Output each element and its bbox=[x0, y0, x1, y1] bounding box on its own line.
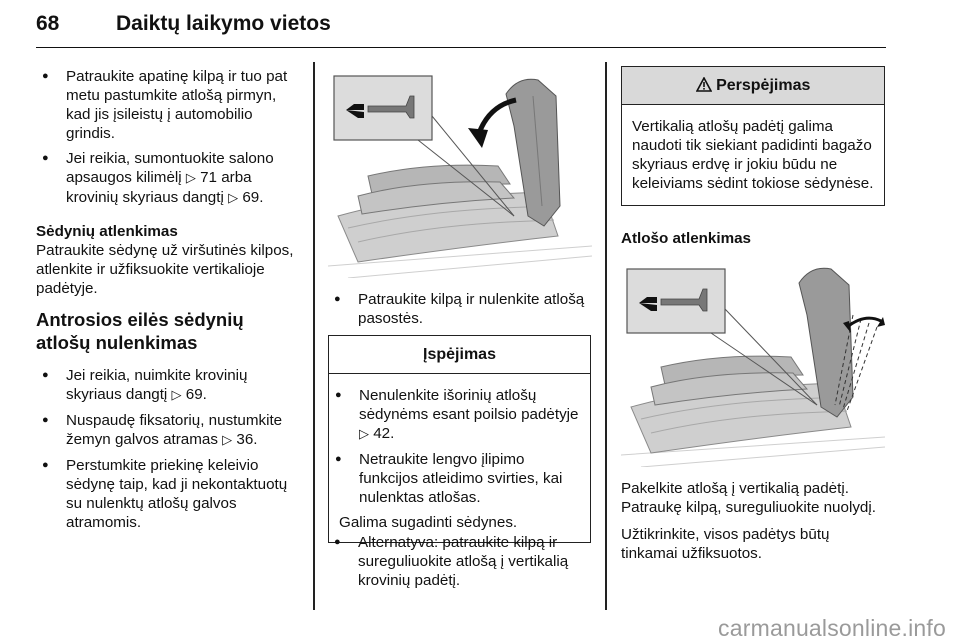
reference-arrow-icon: ▷ bbox=[171, 388, 182, 403]
column-2 bbox=[328, 290, 594, 334]
list-item: ● Patraukite apatinę kilpą ir tuo pat metu pastumkite atlošą pirmyn, kad jis įsileistų į automobilio grindis. bbox=[36, 67, 302, 143]
caution-box bbox=[328, 335, 591, 543]
reference-link[interactable]: 42. bbox=[373, 425, 395, 442]
list-item: ● Jei reikia, nuimkite krovinių skyriaus dangtį ▷ 69. bbox=[36, 366, 302, 405]
page-header bbox=[36, 8, 886, 48]
seat-fold-illustration bbox=[328, 66, 592, 278]
reference-link[interactable]: 69. bbox=[242, 189, 264, 206]
column-3-heading bbox=[621, 229, 885, 248]
rear-seat-upright-illustration bbox=[621, 255, 885, 467]
warning-title: Perspėjimas bbox=[716, 77, 811, 94]
backrest-raise-heading: Atlošo atlenkimas bbox=[621, 230, 751, 247]
pull-bullet-list bbox=[328, 290, 594, 328]
caution-title: Įspėjimas bbox=[329, 336, 590, 374]
warning-text: Vertikalią atlošų padėtį galima naudoti tik siekiant padidinti bagažo skyriaus erdvę ir jokiu būdu ne keleiviams sėdint tokiose sėdynėse. bbox=[632, 118, 874, 192]
column-divider-2 bbox=[605, 62, 607, 610]
list-item: ● Alternatyva: patraukite kilpą ir sureguliuokite atlošą į vertikalią krovinių padėtį. bbox=[328, 533, 594, 590]
lock-check-text: Užtikrinkite, visos padėtys būtų tinkamai užfiksuotos. bbox=[621, 526, 830, 562]
reference-arrow-icon: ▷ bbox=[359, 427, 369, 442]
reference-link[interactable]: 36. bbox=[236, 431, 258, 448]
reference-arrow-icon: ▷ bbox=[185, 171, 196, 186]
warning-box bbox=[621, 66, 885, 206]
list-item: ● Nenulenkite išorinių atlošų sėdynėms esant poilsio padėtyje ▷ 42. bbox=[329, 386, 584, 444]
list-item: ● Perstumkite priekinę keleivio sėdynę taip, kad ji nekontaktuotų su nulenktų atlošų galvos atramomis. bbox=[36, 456, 302, 532]
list-item: ● Netraukite lengvo įlipimo funkcijos atleidimo svirties, kai nulenktas atlošas. bbox=[329, 450, 584, 507]
reference-link[interactable]: 71 arba bbox=[200, 169, 252, 186]
seat-fold-text: Patraukite sėdynę už viršutinės kilpos, atlenkite ir užfiksuokite vertikalioje padėtyje. bbox=[36, 242, 294, 297]
column-3-text bbox=[621, 479, 885, 563]
raise-text: Pakelkite atlošą į vertikalią padėtį. Patraukę kilpą, sureguliuokite nuolydį. bbox=[621, 480, 876, 516]
page-title: Daiktų laikymo vietos bbox=[116, 12, 331, 35]
section-bullet-list bbox=[36, 366, 302, 532]
warning-header bbox=[622, 67, 884, 105]
rear-seat-illustration bbox=[328, 66, 592, 278]
list-item: ● Jei reikia, sumontuokite salono apsaugos kilimėlį ▷ 71 arba krovinių skyriaus dangtį ▷ 69. bbox=[36, 149, 302, 208]
column-divider-1 bbox=[313, 62, 315, 610]
caution-bullet-list bbox=[329, 386, 584, 507]
section-heading: Antrosios eilės sėdynių atlošų nulenkimas bbox=[36, 309, 244, 353]
seat-fold-heading: Sėdynių atlenkimas bbox=[36, 223, 178, 240]
column-1 bbox=[36, 67, 302, 538]
reference-arrow-icon: ▷ bbox=[222, 433, 233, 448]
watermark: carmanualsonline.info bbox=[718, 615, 946, 641]
list-item: ● Patraukite kilpą ir nulenkite atlošą pasostės. bbox=[328, 290, 594, 328]
top-bullet-list bbox=[36, 67, 302, 208]
warning-triangle-icon bbox=[696, 77, 716, 94]
caution-note: Galima sugadinti sėdynes. bbox=[339, 514, 518, 531]
backrest-raise-illustration bbox=[621, 255, 885, 467]
column-2-bottom bbox=[328, 533, 594, 596]
page-number: 68 bbox=[36, 12, 60, 35]
alternative-bullet-list bbox=[328, 533, 594, 590]
reference-link[interactable]: 69. bbox=[185, 386, 207, 403]
reference-arrow-icon: ▷ bbox=[228, 191, 239, 206]
list-item: ● Nuspaudę fiksatorių, nustumkite žemyn galvos atramas ▷ 36. bbox=[36, 411, 302, 450]
